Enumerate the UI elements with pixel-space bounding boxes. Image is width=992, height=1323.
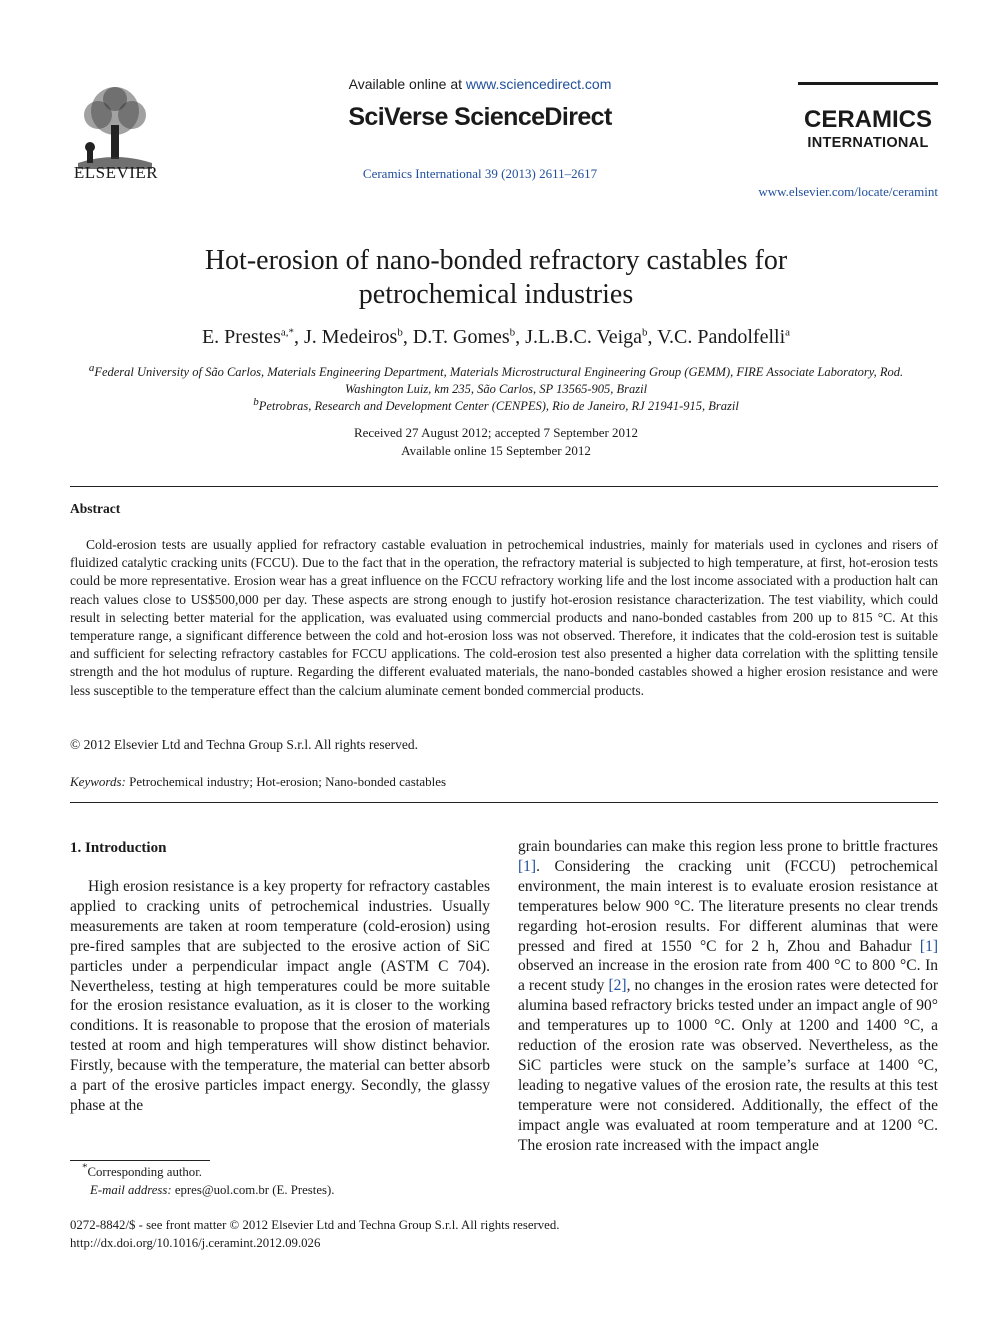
section-heading: 1. Introduction	[70, 840, 167, 856]
platform-name: SciVerse ScienceDirect	[348, 103, 612, 131]
author: V.C. Pandolfelli$^a$	[657, 326, 791, 348]
affiliation-b: $^b$Petrobras, Research and Development Center (CENPES), Rio de Janeiro, RJ 21941-915, Brazil	[253, 395, 739, 413]
corresponding-author-note: *Corresponding author.	[82, 1161, 202, 1179]
affiliation-a: $^a$Federal University of São Carlos, Materials Engineering Department, Materials Microstructural Engineering Group (GEMM), FIRE Associate Laboratory, Rod. Washington Luiz, km 235, São Carlos, SP 13565-905, Brazil	[88, 361, 904, 396]
citation-link[interactable]: [1]	[919, 937, 938, 955]
author: J.L.B.C. Veiga$^b$,	[525, 326, 658, 348]
journal-logo-subtitle: INTERNATIONAL	[807, 135, 929, 151]
author: D.T. Gomes$^b$,	[412, 326, 526, 348]
left-column-text: High erosion resistance is a key property for refractory castables applied to cracking units of petrochemical industries. Usually measurements are taken at room temperature (cold-erosion) using pre-fired samples that are subjected to the erosive action of SiC particles under a perpendicular impact angle (ASTM C 704). Nevertheless, testing at high temperatures could be more suitable for the erosion resistance evaluation, as it is closer to the working conditions. It is reasonable to propose that the erosion of materials tested at room and high temperatures will show distinct behavior. Firstly, because with the temperature, the material can better absorb a part of the erosive particles impact energy. Secondly, the glassy phase at the	[70, 878, 490, 1114]
issn-line: 0272-8842/$ - see front matter © 2012 Elsevier Ltd and Techna Group S.r.l. All rights reserved.	[70, 1218, 560, 1232]
author: J. Medeiros$^b$,	[304, 326, 413, 348]
affiliations	[80, 361, 912, 415]
available-prefix: Available online at	[348, 76, 466, 92]
keywords-label: Keywords:	[70, 774, 126, 789]
journal-reference[interactable]: Ceramics International 39 (2013) 2611–2617	[362, 166, 598, 181]
page-footer	[70, 1216, 938, 1252]
email-note: E-mail address: epres@uol.com.br (E. Prestes).	[90, 1183, 335, 1197]
keywords-line	[70, 774, 938, 790]
journal-logo-rule	[798, 82, 938, 85]
received-date: Received 27 August 2012; accepted 7 September 2012	[353, 425, 639, 440]
right-column-text: grain boundaries can make this region less prone to brittle fractures [1]. Considering the cracking unit (FCCU) petrochemical environment, the main interest is to evaluate erosion resistance at temperatures below 900 °C. The literature presents no clear trends regarding hot-erosion results. For different aluminas that were pressed and fired at 1550 °C for 2 h, Zhou and Bahadur [1] observed an increase in the erosion rate from 400 °C to 800 °C. In a recent study [2], no changes in the erosion rates were detected for alumina based refractory bricks tested under an impact angle of 90° and temperatures up to 1000 °C. Only at 1200 and 1400 °C, a reduction of the erosion rate was observed. Nevertheless, as the SiC particles were stuck on the sample’s surface at 1400 °C, leading to negative values of the erosion rate, the results at this test temperature were not considered. Additionally, the effect of the impact angle was evaluated at room temperature and at 1200 °C. The erosion rate increased with the impact angle	[518, 838, 939, 1154]
journal-url-link[interactable]: www.elsevier.com/locate/ceramint	[758, 184, 938, 199]
email-address[interactable]: epres@uol.com.br (E. Prestes).	[174, 1183, 335, 1197]
author-list	[100, 326, 892, 349]
citation-link[interactable]: [2]	[608, 977, 627, 995]
keywords-list: Petrochemical industry; Hot-erosion; Nano-bonded castables	[129, 774, 447, 789]
author: E. Prestes$^{a,*}$,	[201, 326, 304, 348]
publisher-name: ELSEVIER	[73, 163, 159, 182]
journal-logo-title: CERAMICS	[803, 106, 932, 133]
article-dates	[300, 424, 692, 459]
article-title: Hot-erosion of nano-bonded refractory castables for petrochemical industries	[204, 245, 788, 310]
divider	[70, 802, 938, 803]
footnote-rule	[70, 1160, 210, 1161]
footnote	[70, 1163, 490, 1199]
divider	[70, 486, 938, 487]
available-online-date: Available online 15 September 2012	[401, 442, 591, 458]
copyright-line: © 2012 Elsevier Ltd and Techna Group S.r.l. All rights reserved.	[70, 737, 418, 752]
abstract-heading: Abstract	[70, 501, 121, 516]
abstract-text: Cold-erosion tests are usually applied for refractory castable evaluation in petrochemical industries, mainly for materials used in cyclones and risers of fluidized catalytic cracking units (FCCU). Due to the fact that in the operation, the refractory material is subjected to high temperature, at first, hot-erosion tests could be more representative. Erosion wear has a great influence on the FCCU refractory working life and the lost income associated with a production halt can reach values close to US$500,000 per day. These aspects are strong enough to justify hot-erosion resistance characterization. The test viability, which could result in selecting better material for the application, was evaluated using commercial products and nano-bonded castables from 200 up to 815 °C. At this temperature range, a significant difference between the cold and hot-erosion loss was not observed. Therefore, it indicates that the cold-erosion test is suitable and sufficient for selecting refractory castables for FCCU applications. The cold-erosion test also presented a higher data correlation with the splitting tensile strength and the hot modulus of rupture. Regarding the different evaluated materials, the nano-bonded castables showed a higher erosion resistance and were less susceptible to the temperature effect than the calcium aluminate cement bonded commercial products.	[70, 537, 938, 698]
sciencedirect-link[interactable]: www.sciencedirect.com	[465, 76, 612, 92]
citation-link[interactable]: [1]	[518, 857, 537, 875]
available-online-line	[300, 76, 660, 92]
doi-link[interactable]: http://dx.doi.org/10.1016/j.ceramint.2012.09.026	[70, 1236, 321, 1250]
